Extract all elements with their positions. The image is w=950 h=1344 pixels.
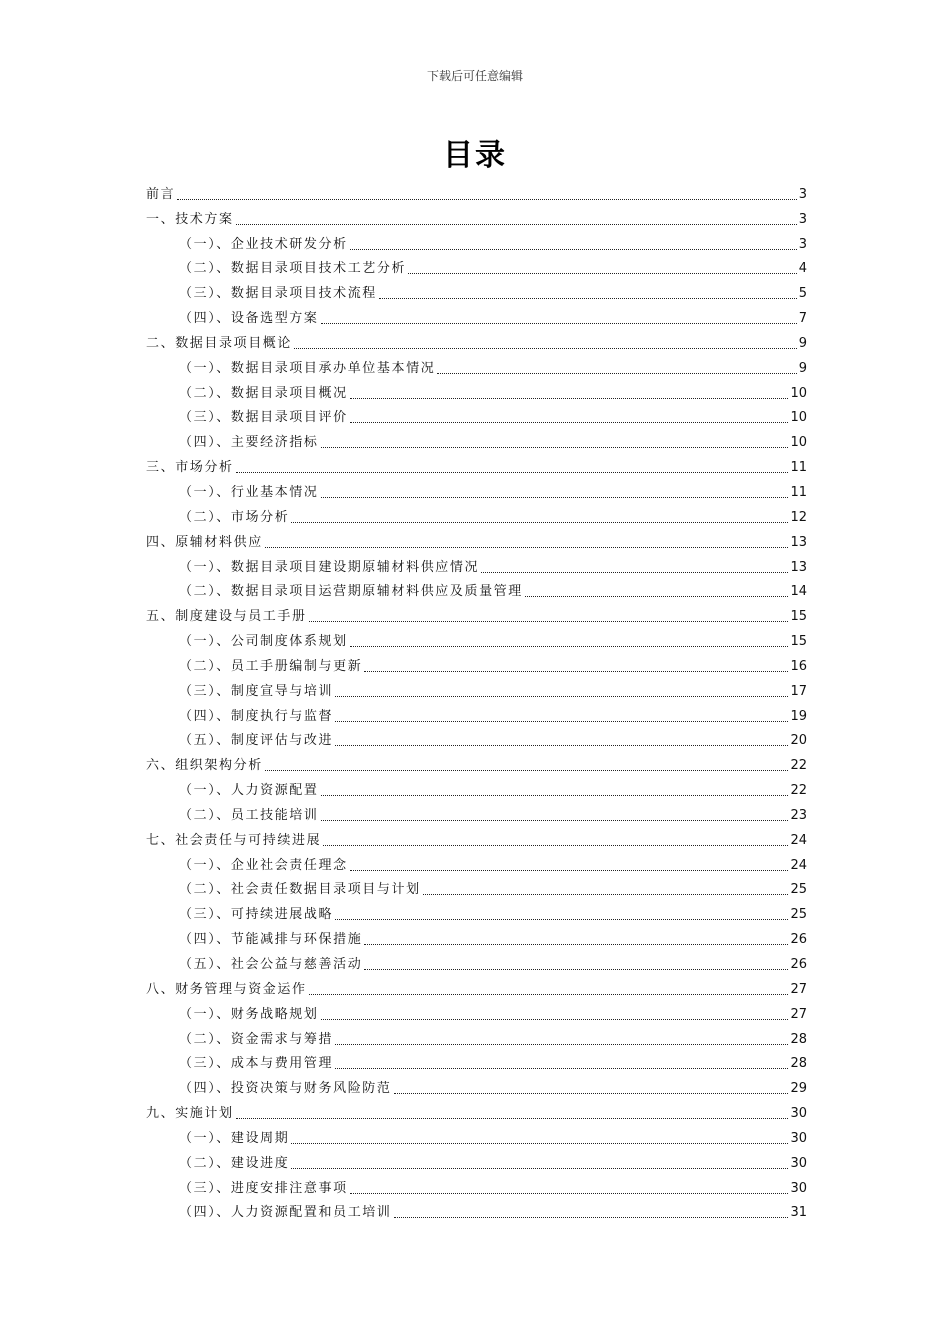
toc-entry[interactable]	[146, 551, 807, 576]
toc-entry[interactable]	[146, 1023, 807, 1048]
toc-entry-page: 19	[790, 708, 807, 724]
toc-entry[interactable]	[146, 973, 807, 998]
toc-entry[interactable]	[146, 725, 807, 750]
toc-leader-dots	[236, 472, 789, 473]
toc-entry[interactable]	[146, 1172, 807, 1197]
toc-entry[interactable]	[146, 874, 807, 899]
toc-entry[interactable]	[146, 600, 807, 625]
toc-entry-label: （五）、社会公益与慈善活动	[179, 957, 363, 972]
toc-entry[interactable]	[146, 1122, 807, 1147]
toc-leader-dots	[423, 894, 789, 895]
toc-leader-dots	[335, 696, 788, 697]
toc-leader-dots	[309, 621, 789, 622]
toc-entry-label: （一）、企业社会责任理念	[179, 857, 348, 873]
toc-entry-label: （一）、企业技术研发分析	[179, 236, 348, 252]
toc-entry[interactable]	[146, 700, 807, 725]
toc-entry[interactable]	[146, 675, 807, 700]
toc-entry-page: 30	[790, 1130, 807, 1146]
toc-entry-page: 15	[790, 609, 807, 625]
toc-entry-label: （五）、制度评估与改进	[179, 733, 334, 749]
page-title: 目录	[443, 138, 507, 173]
toc-leader-dots	[350, 398, 789, 399]
toc-entry-label: （二）、市场分析	[179, 509, 290, 525]
toc-entry-label: （一）、行业基本情况	[179, 484, 319, 500]
toc-leader-dots	[350, 646, 789, 647]
toc-entry-label: （一）、财务战略规划	[179, 1006, 319, 1022]
toc-leader-dots	[350, 870, 789, 871]
toc-leader-dots	[321, 497, 789, 498]
toc-entry-label: （二）、社会责任数据目录项目与计划	[179, 882, 421, 898]
toc-entry-page: 25	[790, 882, 807, 898]
toc-entry-label: 八、财务管理与资金运作	[146, 981, 307, 997]
toc-leader-dots	[437, 373, 796, 374]
toc-leader-dots	[350, 249, 797, 250]
toc-entry-label: （四）、设备选型方案	[179, 311, 319, 327]
toc-entry[interactable]	[146, 327, 807, 352]
toc-entry-page: 11	[790, 484, 807, 500]
toc-entry-page: 26	[790, 957, 807, 972]
toc-entry-page: 22	[790, 758, 807, 774]
toc-entry[interactable]	[146, 228, 807, 253]
toc-leader-dots	[364, 944, 788, 945]
toc-leader-dots	[525, 596, 789, 597]
toc-entry-label: （三）、进度安排注意事项	[179, 1180, 348, 1196]
toc-entry-label: 五、制度建设与员工手册	[146, 609, 307, 625]
toc-entry-page: 30	[790, 1180, 807, 1196]
toc-entry[interactable]	[146, 749, 807, 774]
toc-entry[interactable]	[146, 998, 807, 1023]
toc-leader-dots	[291, 1168, 788, 1169]
toc-entry[interactable]	[146, 277, 807, 302]
toc-entry-label: （三）、成本与费用管理	[179, 1056, 334, 1072]
toc-entry-label: （四）、主要经济指标	[179, 435, 319, 451]
toc-entry-label: （三）、数据目录项目评价	[179, 410, 348, 426]
toc-leader-dots	[335, 919, 788, 920]
toc-entry[interactable]	[146, 576, 807, 601]
toc-entry-label: （二）、数据目录项目运营期原辅材料供应及质量管理	[179, 584, 523, 600]
toc-entry-page: 13	[790, 559, 807, 575]
toc-entry[interactable]	[146, 302, 807, 327]
toc-entry-label: 三、市场分析	[146, 460, 234, 476]
toc-entry[interactable]	[146, 1072, 807, 1097]
toc-entry-label: （二）、资金需求与筹措	[179, 1031, 334, 1047]
toc-entry[interactable]	[146, 476, 807, 501]
toc-leader-dots	[321, 820, 789, 821]
toc-leader-dots	[335, 745, 788, 746]
toc-entry-label: （一）、人力资源配置	[179, 783, 319, 799]
toc-leader-dots	[379, 298, 797, 299]
toc-entry[interactable]	[146, 824, 807, 849]
toc-entry[interactable]	[146, 1048, 807, 1073]
toc-entry[interactable]	[146, 451, 807, 476]
toc-leader-dots	[265, 770, 789, 771]
toc-leader-dots	[364, 969, 788, 970]
toc-leader-dots	[335, 721, 788, 722]
toc-entry-label: （二）、员工技能培训	[179, 807, 319, 823]
toc-entry-label: 四、原辅材料供应	[146, 534, 263, 550]
toc-entry-page: 28	[790, 1031, 807, 1047]
toc-entry-page: 4	[798, 261, 807, 277]
toc-entry[interactable]	[146, 402, 807, 427]
toc-entry-page: 10	[790, 435, 807, 451]
toc-leader-dots	[291, 1143, 788, 1144]
toc-entry[interactable]	[146, 253, 807, 278]
toc-entry-page: 26	[790, 932, 807, 948]
toc-entry-page: 16	[790, 658, 807, 674]
toc-entry-page: 3	[798, 236, 807, 252]
toc-entry[interactable]	[146, 1147, 807, 1172]
toc-entry-label: （二）、数据目录项目概况	[179, 385, 348, 401]
toc-entry-page: 20	[790, 733, 807, 749]
toc-entry-page: 3	[798, 211, 807, 227]
toc-entry[interactable]	[146, 625, 807, 650]
toc-entry[interactable]	[146, 650, 807, 675]
toc-entry[interactable]	[146, 501, 807, 526]
toc-leader-dots	[321, 1019, 789, 1020]
toc-entry-page: 11	[790, 460, 807, 476]
toc-entry-page: 7	[798, 311, 807, 327]
toc-entry[interactable]	[146, 526, 807, 551]
page-header: 下载后可任意编辑	[426, 69, 523, 83]
toc-entry-label: （四）、投资决策与财务风险防范	[179, 1081, 392, 1097]
toc-entry-label: （四）、制度执行与监督	[179, 708, 334, 724]
toc-entry[interactable]	[146, 849, 807, 874]
toc-entry-page: 14	[790, 584, 807, 600]
toc-entry-page: 30	[790, 1155, 807, 1171]
toc-entry-page: 17	[790, 683, 807, 699]
toc-entry-label: （二）、数据目录项目技术工艺分析	[179, 261, 407, 277]
toc-entry[interactable]	[146, 1197, 807, 1222]
toc-entry-page: 28	[790, 1056, 807, 1072]
toc-leader-dots	[321, 323, 797, 324]
toc-entry-page: 5	[798, 286, 807, 302]
toc-leader-dots	[265, 547, 789, 548]
toc-entry-label: 九、实施计划	[146, 1106, 234, 1122]
toc-entry[interactable]	[146, 1097, 807, 1122]
toc-entry-page: 9	[798, 360, 807, 376]
toc-entry-page: 27	[790, 1006, 807, 1022]
toc-leader-dots	[321, 795, 789, 796]
toc-leader-dots	[291, 522, 788, 523]
toc-entry[interactable]	[146, 178, 807, 203]
toc-entry[interactable]	[146, 923, 807, 948]
toc-entry-label: 七、社会责任与可持续进展	[146, 832, 322, 848]
toc-entry[interactable]	[146, 426, 807, 451]
toc-entry-label: （四）、人力资源配置和员工培训	[179, 1205, 392, 1221]
toc-entry-page: 10	[790, 410, 807, 426]
toc-entry-page: 15	[790, 634, 807, 650]
toc-leader-dots	[408, 273, 797, 274]
toc-entry-page: 30	[790, 1106, 807, 1122]
toc-entry-page: 13	[790, 534, 807, 550]
toc-leader-dots	[309, 994, 789, 995]
toc-entry-page: 22	[790, 783, 807, 799]
toc-leader-dots	[294, 348, 797, 349]
toc-entry-page: 3	[798, 186, 807, 202]
table-of-contents	[146, 178, 807, 1221]
toc-entry-page: 9	[798, 335, 807, 351]
toc-entry[interactable]	[146, 948, 807, 973]
toc-entry-label: （一）、公司制度体系规划	[179, 634, 348, 650]
toc-entry-page: 25	[790, 907, 807, 923]
toc-entry-page: 27	[790, 981, 807, 997]
toc-entry-label: 二、数据目录项目概论	[146, 335, 293, 351]
toc-entry[interactable]	[146, 352, 807, 377]
toc-entry-page: 29	[790, 1081, 807, 1097]
toc-entry[interactable]	[146, 799, 807, 824]
toc-leader-dots	[350, 1193, 789, 1194]
toc-leader-dots	[321, 447, 789, 448]
toc-leader-dots	[350, 422, 789, 423]
toc-entry-page: 31	[790, 1205, 807, 1221]
toc-entry-label: （四）、节能减排与环保措施	[179, 932, 363, 948]
toc-leader-dots	[335, 1044, 788, 1045]
toc-leader-dots	[394, 1217, 789, 1218]
toc-entry-label: 六、组织架构分析	[146, 758, 263, 774]
toc-entry[interactable]	[146, 898, 807, 923]
toc-leader-dots	[323, 845, 788, 846]
toc-leader-dots	[236, 224, 797, 225]
toc-entry-page: 24	[790, 832, 807, 848]
toc-leader-dots	[335, 1068, 788, 1069]
toc-leader-dots	[481, 572, 788, 573]
toc-entry-label: （三）、制度宣导与培训	[179, 683, 334, 699]
toc-entry-label: （一）、建设周期	[179, 1130, 290, 1146]
toc-entry-label: （一）、数据目录项目建设期原辅材料供应情况	[179, 559, 480, 575]
toc-entry-page: 23	[790, 807, 807, 823]
toc-entry-label: 前言	[146, 186, 176, 202]
toc-entry-label: （三）、数据目录项目技术流程	[179, 286, 377, 302]
toc-entry-page: 12	[790, 509, 807, 525]
toc-entry-label: （二）、员工手册编制与更新	[179, 658, 363, 674]
toc-leader-dots	[177, 199, 797, 200]
toc-entry-label: （三）、可持续进展战略	[179, 907, 334, 923]
toc-leader-dots	[394, 1093, 789, 1094]
toc-entry-label: （一）、数据目录项目承办单位基本情况	[179, 360, 436, 376]
toc-entry[interactable]	[146, 203, 807, 228]
toc-leader-dots	[236, 1118, 789, 1119]
toc-entry-page: 10	[790, 385, 807, 401]
toc-leader-dots	[364, 671, 788, 672]
toc-entry[interactable]	[146, 377, 807, 402]
toc-entry-label: （二）、建设进度	[179, 1155, 290, 1171]
toc-entry-page: 24	[790, 857, 807, 873]
toc-entry[interactable]	[146, 774, 807, 799]
toc-entry-label: 一、技术方案	[146, 211, 234, 227]
